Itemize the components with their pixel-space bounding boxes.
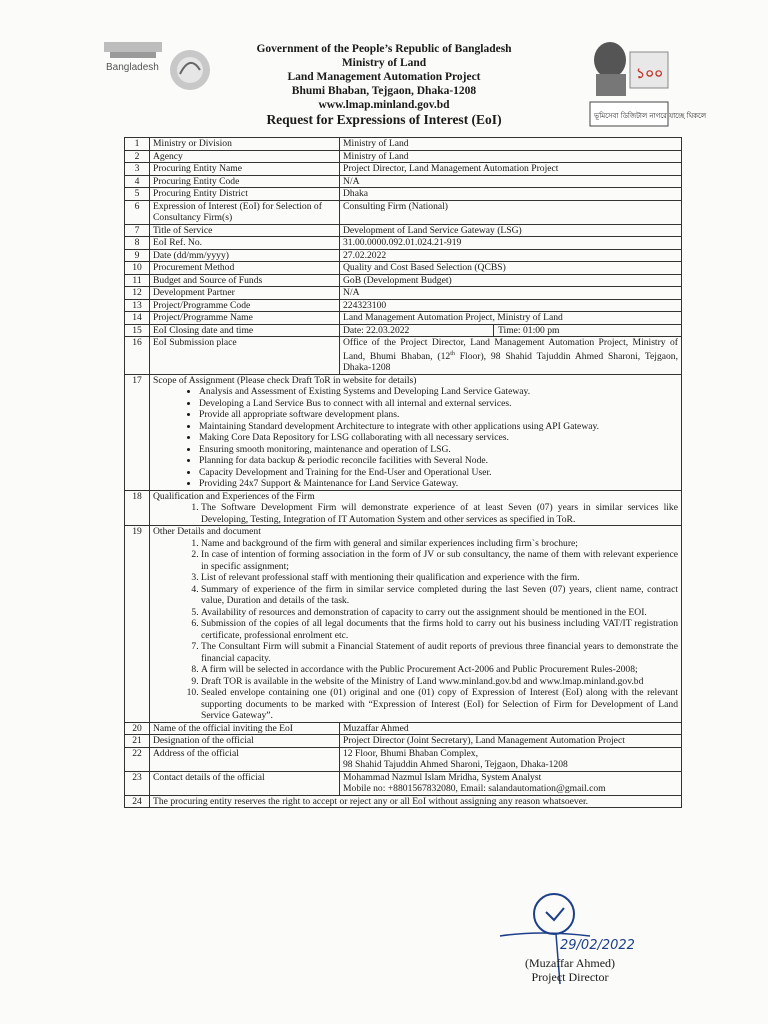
table-row [125, 150, 682, 163]
row-value: Dhaka [340, 188, 682, 201]
row-number: 23 [125, 771, 150, 795]
table-row [125, 324, 682, 337]
submission-place: Office of the Project Director, Land Management Automation Project, Ministry of Land, Bhumi Bhaban, (12th Floor), 98 Shahid Tajuddin Ahmed Sharoni, Tejgaon, Dhaka-1208 [340, 337, 682, 375]
row-value: Project Director (Joint Secretary), Land Management Automation Project [340, 735, 682, 748]
row-number: 22 [125, 747, 150, 771]
row-label: Project/Programme Code [150, 299, 340, 312]
row-label: EoI Ref. No. [150, 237, 340, 250]
row-label: Procuring Entity District [150, 188, 340, 201]
row-number: 4 [125, 175, 150, 188]
letterhead [0, 42, 768, 127]
table-row [125, 374, 682, 490]
row-value: N/A [340, 287, 682, 300]
row-label: Procuring Entity Name [150, 163, 340, 176]
row-value: Consulting Firm (National) [340, 200, 682, 224]
qualification-heading: Qualification and Experiences of the Firm [153, 490, 315, 502]
table-row [125, 138, 682, 151]
header-government: Government of the People’s Republic of Bangladesh [256, 43, 512, 55]
table-row [125, 722, 682, 735]
row-value: 224323100 [340, 299, 682, 312]
table-row [125, 262, 682, 275]
eoi-table [124, 137, 682, 808]
row-value: Development of Land Service Gateway (LSG) [340, 224, 682, 237]
row-value: Land Management Automation Project, Ministry of Land [340, 312, 682, 325]
row-number: 8 [125, 237, 150, 250]
table-row [125, 526, 682, 723]
contact-name: Mohammad Nazmul Islam Mridha, System Analyst [343, 771, 542, 783]
qualification-list [153, 502, 678, 525]
table-row [125, 312, 682, 325]
signatory-title: Project Director [531, 970, 609, 984]
row-label: Designation of the official [150, 735, 340, 748]
list-item: 1. Name and background of the firm with general and similar experiences including firm`s brochure; [201, 538, 678, 550]
row-number: 17 [125, 374, 150, 490]
list-item: 5. Availability of resources and demonstration of capacity to carry out the assignment should be mentioned in the EOI. [201, 607, 678, 619]
header-address: Bhumi Bhaban, Tejgaon, Dhaka-1208 [291, 85, 477, 97]
row-value: 27.02.2022 [340, 249, 682, 262]
table-row [125, 299, 682, 312]
row-number: 10 [125, 262, 150, 275]
svg-text:১০০: ১০০ [636, 66, 664, 82]
logo-bangladesh-text: Bangladesh [106, 62, 159, 73]
list-item: • Analysis and Assessment of Existing Systems and Developing Land Service Gateway. [199, 386, 678, 398]
header-project: Land Management Automation Project [287, 71, 481, 83]
row-label: EoI Closing date and time [150, 324, 340, 337]
scope-heading: Scope of Assignment (Please check Draft ToR in website for details) [153, 374, 417, 386]
row-number: 20 [125, 722, 150, 735]
address-line: 98 Shahid Tajuddin Ahmed Sharoni, Tejgaon, Dhaka-1208 [343, 759, 568, 771]
row-label: Name of the official inviting the EoI [150, 722, 340, 735]
document-title: Request for Expressions of Interest (EoI) [266, 112, 502, 127]
row-number: 21 [125, 735, 150, 748]
list-item: • Ensuring smooth monitoring, maintenance and operation of LSG. [199, 444, 678, 456]
row-number: 7 [125, 224, 150, 237]
row-label: Development Partner [150, 287, 340, 300]
row-label: Budget and Source of Funds [150, 274, 340, 287]
row-number: 19 [125, 526, 150, 723]
row-label: Date (dd/mm/yyyy) [150, 249, 340, 262]
row-number: 16 [125, 337, 150, 375]
row-label: Project/Programme Name [150, 312, 340, 325]
signatory [515, 956, 625, 984]
list-item: 4. Summary of experience of the firm in similar service completed during the last Seven (07) years, client name, contract value, Duration and details of the task. [201, 584, 678, 607]
list-item: • Provide all appropriate software development plans. [199, 409, 678, 421]
list-item: 8. A firm will be selected in accordance with the Public Procurement Act-2006 and Public Procurement Rules-2008; [201, 664, 678, 676]
row-number: 6 [125, 200, 150, 224]
row-label: Title of Service [150, 224, 340, 237]
row-number: 12 [125, 287, 150, 300]
closing-time: Time: 01:00 pm [493, 325, 681, 337]
row-label: Contact details of the official [150, 771, 340, 795]
list-item: 10. Sealed envelope containing one (01) original and one (01) copy of Expression of Interest (EoI) along with the relevant supporting documents to be marked with “Expression of Interest (EoI) for Selection of Firm for Development of Land Service Gateway”. [201, 687, 678, 722]
row-number: 5 [125, 188, 150, 201]
row-label: Ministry or Division [150, 138, 340, 151]
header-website: www.lmap.minland.gov.bd [318, 99, 450, 111]
row-number: 9 [125, 249, 150, 262]
row-label: Address of the official [150, 747, 340, 771]
row-label: Expression of Interest (EoI) for Selection of Consultancy Firm(s) [150, 200, 340, 224]
row-number: 14 [125, 312, 150, 325]
table-row [125, 490, 682, 526]
signature-date: 29/02/2022 [560, 938, 635, 953]
list-item: 2. In case of intention of forming association in the form of JV or sub consultancy, the name of them with relevant experience in specific assignment; [201, 549, 678, 572]
scope-list [153, 386, 678, 490]
row-value: Ministry of Land [340, 138, 682, 151]
address-line: 12 Floor, Bhumi Bhaban Complex, [343, 747, 478, 759]
list-item: 3. List of relevant professional staff with mentioning their qualification and experience with the firm. [201, 572, 678, 584]
row-number: 18 [125, 490, 150, 526]
table-row [125, 249, 682, 262]
row-value: GoB (Development Budget) [340, 274, 682, 287]
row-value: N/A [340, 175, 682, 188]
closing-date: Date: 22.03.2022 [343, 324, 410, 336]
table-row [125, 771, 682, 795]
table-row [125, 237, 682, 250]
row-number: 3 [125, 163, 150, 176]
table-row [125, 287, 682, 300]
other-details-heading: Other Details and document [153, 526, 261, 538]
table-row [125, 163, 682, 176]
row-label: Agency [150, 150, 340, 163]
row-number: 11 [125, 274, 150, 287]
table-row [125, 224, 682, 237]
list-item: 9. Draft TOR is available in the website of the Ministry of Land www.minland.gov.bd and www.lmap.minland.gov.bd [201, 676, 678, 688]
table-row [125, 735, 682, 748]
list-item: 6. Submission of the copies of all legal documents that the firms hold to carry out his business including VAT/IT registration certificate, professional enrolment etc. [201, 618, 678, 641]
row-label: EoI Submission place [150, 337, 340, 375]
table-row [125, 795, 682, 808]
row-number: 15 [125, 324, 150, 337]
other-details-list [153, 538, 678, 722]
row-value: Project Director, Land Management Automation Project [340, 163, 682, 176]
list-item: • Providing 24x7 Support & Maintenance for Land Service Gateway. [199, 478, 678, 490]
list-item: • Developing a Land Service Bus to connect with all internal and external services. [199, 398, 678, 410]
table-row [125, 747, 682, 771]
row-value: Ministry of Land [340, 150, 682, 163]
row-value: Quality and Cost Based Selection (QCBS) [340, 262, 682, 275]
list-item: • Planning for data backup & periodic reconcile facilities with Several Node. [199, 455, 678, 467]
contact-details: Mobile no: +8801567832080, Email: salandautomation@gmail.com [343, 783, 606, 795]
row-label: Procurement Method [150, 262, 340, 275]
row-value: Muzaffar Ahmed [340, 722, 682, 735]
table-row [125, 337, 682, 375]
logo-tagline: ভূমিসেবা ডিজিটাল নাগরে যাচ্ছে ঘিকলে [594, 112, 707, 120]
row-number: 24 [125, 795, 150, 808]
row-number: 13 [125, 299, 150, 312]
row-label: Procuring Entity Code [150, 175, 340, 188]
table-row [125, 274, 682, 287]
list-item: 1. The Software Development Firm will demonstrate experience of at least Seven (07) years in similar services like Developing, Testing, Integration of IT Automation System and other services as specified in ToR. [201, 502, 678, 525]
row-value: 31.00.0000.092.01.024.21-919 [340, 237, 682, 250]
table-row [125, 175, 682, 188]
signatory-name: (Muzaffar Ahmed) [524, 956, 616, 970]
list-item: 7. The Consultant Firm will submit a Financial Statement of audit reports of previous three financial years to demonstrate the financial capacity. [201, 641, 678, 664]
row-number: 2 [125, 150, 150, 163]
list-item: • Making Core Data Repository for LSG collaborating with all necessary services. [199, 432, 678, 444]
header-ministry: Ministry of Land [341, 57, 427, 69]
row-number: 1 [125, 138, 150, 151]
reservation-clause: The procuring entity reserves the right to accept or reject any or all EoI without assigning any reason whatsoever. [150, 795, 682, 808]
list-item: • Capacity Development and Training for the End-User and Operational User. [199, 467, 678, 479]
list-item: • Maintaining Standard development Architecture to integrate with other applications using API Gateway. [199, 421, 678, 433]
table-row [125, 188, 682, 201]
table-row [125, 200, 682, 224]
